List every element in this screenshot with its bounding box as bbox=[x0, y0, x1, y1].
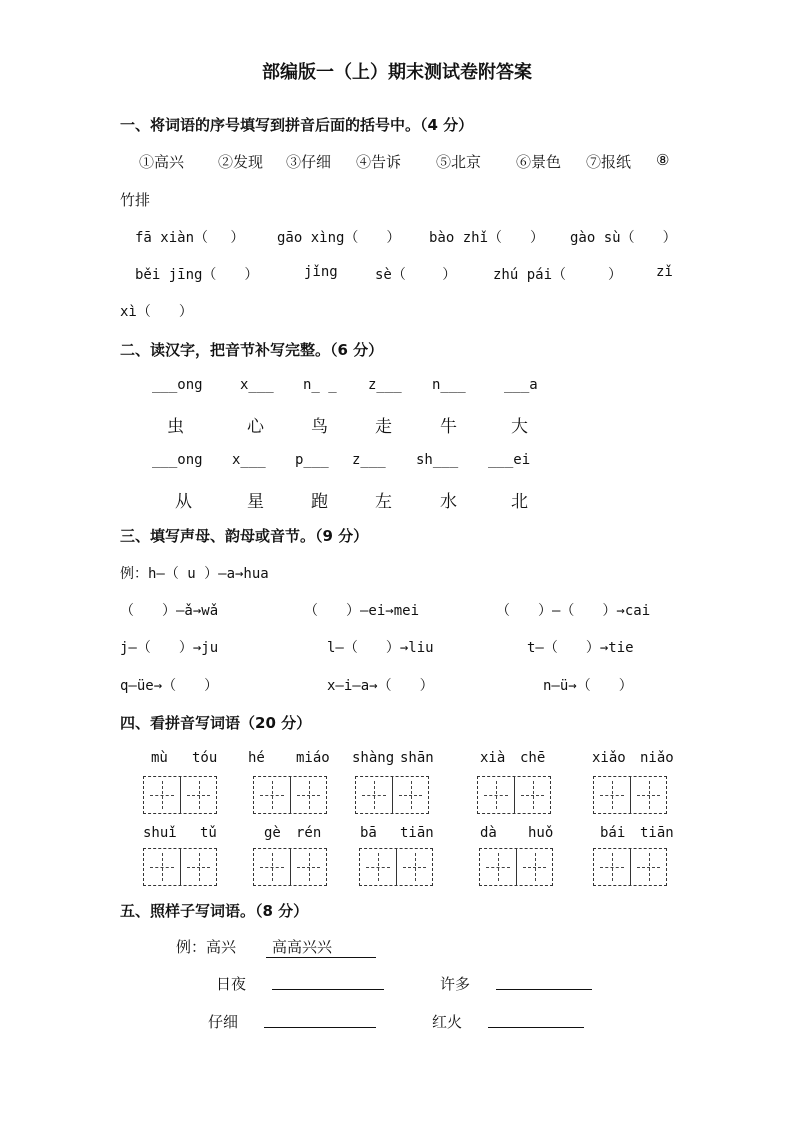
syllable-blank: p___ bbox=[295, 452, 329, 468]
word-option: ②发现 bbox=[218, 153, 264, 171]
word-prompt: 仔细 bbox=[208, 1013, 239, 1031]
pinyin-item: fā xiàn（ ） bbox=[135, 230, 245, 246]
word-option: ④告诉 bbox=[356, 153, 402, 171]
syllable-blank: z___ bbox=[352, 452, 386, 468]
word-pinyin: bā bbox=[360, 825, 377, 841]
writing-grid[interactable] bbox=[593, 848, 667, 886]
pinyin-item: jǐng bbox=[304, 264, 338, 280]
section-3-heading: 三、填写声母、韵母或音节。（9 分） bbox=[120, 527, 369, 545]
hanzi: 心 bbox=[247, 417, 264, 437]
word-option: ⑤北京 bbox=[436, 153, 482, 171]
writing-grid[interactable] bbox=[593, 776, 667, 814]
syllable-blank: ___a bbox=[504, 377, 538, 393]
hanzi: 大 bbox=[511, 417, 528, 437]
word-prompt: 红火 bbox=[432, 1013, 463, 1031]
pinyin-item: gào sù（ ） bbox=[570, 230, 677, 246]
section-1-heading: 一、将词语的序号填写到拼音后面的括号中。（4 分） bbox=[120, 116, 474, 134]
writing-grid[interactable] bbox=[253, 848, 327, 886]
hanzi: 走 bbox=[375, 417, 392, 437]
hanzi: 跑 bbox=[311, 492, 328, 512]
fill-item: x—i—a→（ ） bbox=[327, 678, 434, 694]
fill-item: （ ）—ei→mei bbox=[304, 603, 420, 619]
pinyin-item: gāo xìng（ ） bbox=[277, 230, 401, 246]
section-4-heading: 四、看拼音写词语（20 分） bbox=[120, 714, 312, 732]
word-pinyin: shān bbox=[400, 750, 434, 766]
pinyin-item: zhú pái（ ） bbox=[493, 267, 623, 283]
pinyin-item: bào zhǐ（ ） bbox=[429, 230, 545, 246]
word-pinyin: xiǎo bbox=[592, 750, 626, 766]
answer-line[interactable] bbox=[264, 1027, 376, 1028]
word-pinyin: tiān bbox=[640, 825, 674, 841]
example-answer: 高高兴兴 bbox=[266, 936, 376, 958]
word-pinyin: niǎo bbox=[640, 750, 674, 766]
pinyin-item: sè（ ） bbox=[375, 267, 457, 283]
word-pinyin: dà bbox=[480, 825, 497, 841]
word-pinyin: huǒ bbox=[528, 825, 554, 841]
syllable-blank: z___ bbox=[368, 377, 402, 393]
hanzi: 星 bbox=[247, 492, 264, 512]
word-option-wrap: 竹排 bbox=[120, 191, 151, 209]
fill-item: n—ü→（ ） bbox=[543, 678, 633, 694]
word-prompt: 日夜 bbox=[216, 975, 247, 993]
hanzi: 北 bbox=[511, 492, 528, 512]
writing-grid[interactable] bbox=[479, 848, 553, 886]
word-pinyin: xià bbox=[480, 750, 506, 766]
fill-item: l—（ ）→liu bbox=[327, 640, 434, 656]
writing-grid[interactable] bbox=[143, 848, 217, 886]
hanzi: 鸟 bbox=[311, 417, 328, 437]
word-option: ⑦报纸 bbox=[586, 153, 632, 171]
word-prompt: 许多 bbox=[440, 975, 471, 993]
syllable-blank: sh___ bbox=[416, 452, 459, 468]
fill-item: （ ）—ǎ→wǎ bbox=[120, 603, 219, 619]
pinyin-item: zǐ bbox=[656, 264, 673, 280]
syllable-blank: ___ong bbox=[152, 452, 203, 468]
syllable-blank: x___ bbox=[232, 452, 266, 468]
word-option: ⑥景色 bbox=[516, 153, 562, 171]
answer-line[interactable] bbox=[496, 989, 592, 990]
writing-grid[interactable] bbox=[143, 776, 217, 814]
syllable-blank: n_ _ bbox=[303, 377, 337, 393]
word-pinyin: bái bbox=[600, 825, 626, 841]
pinyin-item: běi jīng（ ） bbox=[135, 267, 259, 283]
answer-line[interactable] bbox=[488, 1027, 584, 1028]
answer-line[interactable] bbox=[272, 989, 384, 990]
hanzi: 虫 bbox=[167, 417, 184, 437]
word-pinyin: tóu bbox=[192, 750, 218, 766]
syllable-blank: n___ bbox=[432, 377, 466, 393]
hanzi: 从 bbox=[175, 492, 192, 512]
section-2-heading: 二、读汉字，把音节补写完整。（6 分） bbox=[120, 341, 384, 359]
example-label: 例：高兴 bbox=[176, 938, 237, 956]
word-pinyin: shuǐ bbox=[143, 825, 177, 841]
pinyin-item: xì（ ） bbox=[120, 304, 193, 320]
writing-grid[interactable] bbox=[477, 776, 551, 814]
fill-item: q—üe→（ ） bbox=[120, 678, 219, 694]
syllable-blank: ___ong bbox=[152, 377, 203, 393]
word-pinyin: miáo bbox=[296, 750, 330, 766]
word-option: ⑧ bbox=[656, 151, 670, 169]
section-5-heading: 五、照样子写词语。（8 分） bbox=[120, 902, 309, 920]
page-title: 部编版一（上）期末测试卷附答案 bbox=[262, 62, 532, 83]
fill-item: j—（ ）→ju bbox=[120, 640, 219, 656]
example-text: 例：h—（ u ）—a→hua bbox=[120, 566, 269, 582]
hanzi: 水 bbox=[440, 492, 457, 512]
word-pinyin: chē bbox=[520, 750, 546, 766]
word-pinyin: rén bbox=[296, 825, 322, 841]
writing-grid[interactable] bbox=[359, 848, 433, 886]
word-pinyin: tǔ bbox=[200, 825, 217, 841]
word-pinyin: shàng bbox=[352, 750, 395, 766]
word-pinyin: hé bbox=[248, 750, 265, 766]
syllable-blank: x___ bbox=[240, 377, 274, 393]
syllable-blank: ___ei bbox=[488, 452, 531, 468]
writing-grid[interactable] bbox=[355, 776, 429, 814]
word-pinyin: tiān bbox=[400, 825, 434, 841]
hanzi: 左 bbox=[375, 492, 392, 512]
writing-grid[interactable] bbox=[253, 776, 327, 814]
fill-item: t—（ ）→tie bbox=[527, 640, 634, 656]
hanzi: 牛 bbox=[440, 417, 457, 437]
fill-item: （ ）—（ ）→cai bbox=[496, 603, 651, 619]
word-pinyin: gè bbox=[264, 825, 281, 841]
word-option: ①高兴 bbox=[139, 153, 185, 171]
word-option: ③仔细 bbox=[286, 153, 332, 171]
word-pinyin: mù bbox=[151, 750, 168, 766]
